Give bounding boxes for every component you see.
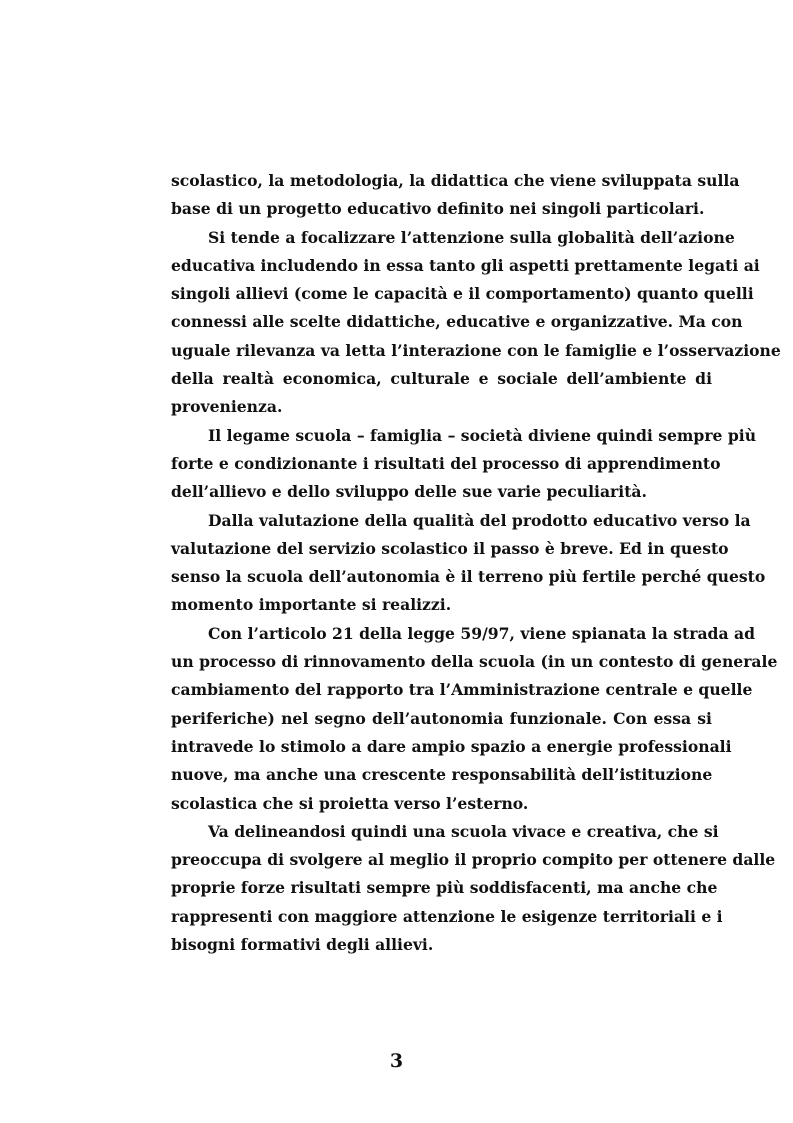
text-line: valutazione del servizio scolastico il passo è breve. Ed in questo	[171, 538, 729, 558]
text-line: momento importante si realizzi.	[171, 595, 452, 615]
text-line: nuove, ma anche una crescente responsabilità dell’istituzione	[171, 765, 713, 785]
text-line: connessi alle scelte didattiche, educative e organizzative. Ma con	[171, 312, 743, 332]
text-line: dell’allievo e dello sviluppo delle sue varie peculiarità.	[171, 482, 647, 502]
text-line: educativa includendo in essa tanto gli aspetti prettamente legati ai	[171, 255, 760, 275]
paragraph	[171, 507, 766, 620]
text-line: bisogni formativi degli allievi.	[171, 935, 434, 955]
text-line: periferiche) nel segno dell’autonomia funzionale. Con essa si	[171, 708, 712, 728]
page-number: 3	[389, 1050, 404, 1072]
paragraph	[171, 422, 757, 507]
paragraph	[171, 818, 776, 959]
text-line: scolastico, la metodologia, la didattica che viene sviluppata sulla	[171, 171, 740, 190]
text-line: scolastica che si proietta verso l’esterno.	[171, 793, 529, 813]
body-text	[171, 167, 781, 959]
text-line: base di un progetto educativo definito nei singoli particolari.	[171, 199, 705, 219]
text-line: proprie forze risultati sempre più soddisfacenti, ma anche che	[171, 878, 718, 898]
text-line: Va delineandosi quindi una scuola vivace e creativa, che si	[208, 821, 719, 841]
text-line: senso la scuola dell’autonomia è il terreno più fertile perché questo	[171, 567, 766, 587]
text-line: rappresenti con maggiore attenzione le esigenze territoriali e i	[171, 906, 723, 926]
paragraph	[171, 224, 781, 422]
paragraph	[171, 167, 740, 224]
text-line: Il legame scuola – famiglia – società diviene quindi sempre più	[208, 425, 757, 445]
text-line: Con l’articolo 21 della legge 59/97, viene spianata la strada ad	[208, 623, 755, 643]
text-line: un processo di rinnovamento della scuola (in un contesto di generale	[171, 652, 778, 672]
text-line: preoccupa di svolgere al meglio il proprio compito per ottenere dalle	[171, 850, 776, 870]
text-line: provenienza.	[171, 397, 283, 417]
text-line: Dalla valutazione della qualità del prodotto educativo verso la	[208, 510, 751, 530]
paragraph	[171, 620, 778, 818]
text-line: della realtà economica, culturale e sociale dell’ambiente di	[171, 369, 712, 389]
text-line: intravede lo stimolo a dare ampio spazio a energie professionali	[171, 736, 732, 756]
text-line: Si tende a focalizzare l’attenzione sulla globalità dell’azione	[208, 227, 735, 247]
text-line: cambiamento del rapporto tra l’Amministrazione centrale e quelle	[171, 680, 753, 700]
text-line: uguale rilevanza va letta l’interazione con le famiglie e l’osservazione	[171, 340, 781, 360]
text-line: singoli allievi (come le capacità e il comportamento) quanto quelli	[171, 284, 754, 304]
text-line: forte e condizionante i risultati del processo di apprendimento	[171, 453, 721, 473]
